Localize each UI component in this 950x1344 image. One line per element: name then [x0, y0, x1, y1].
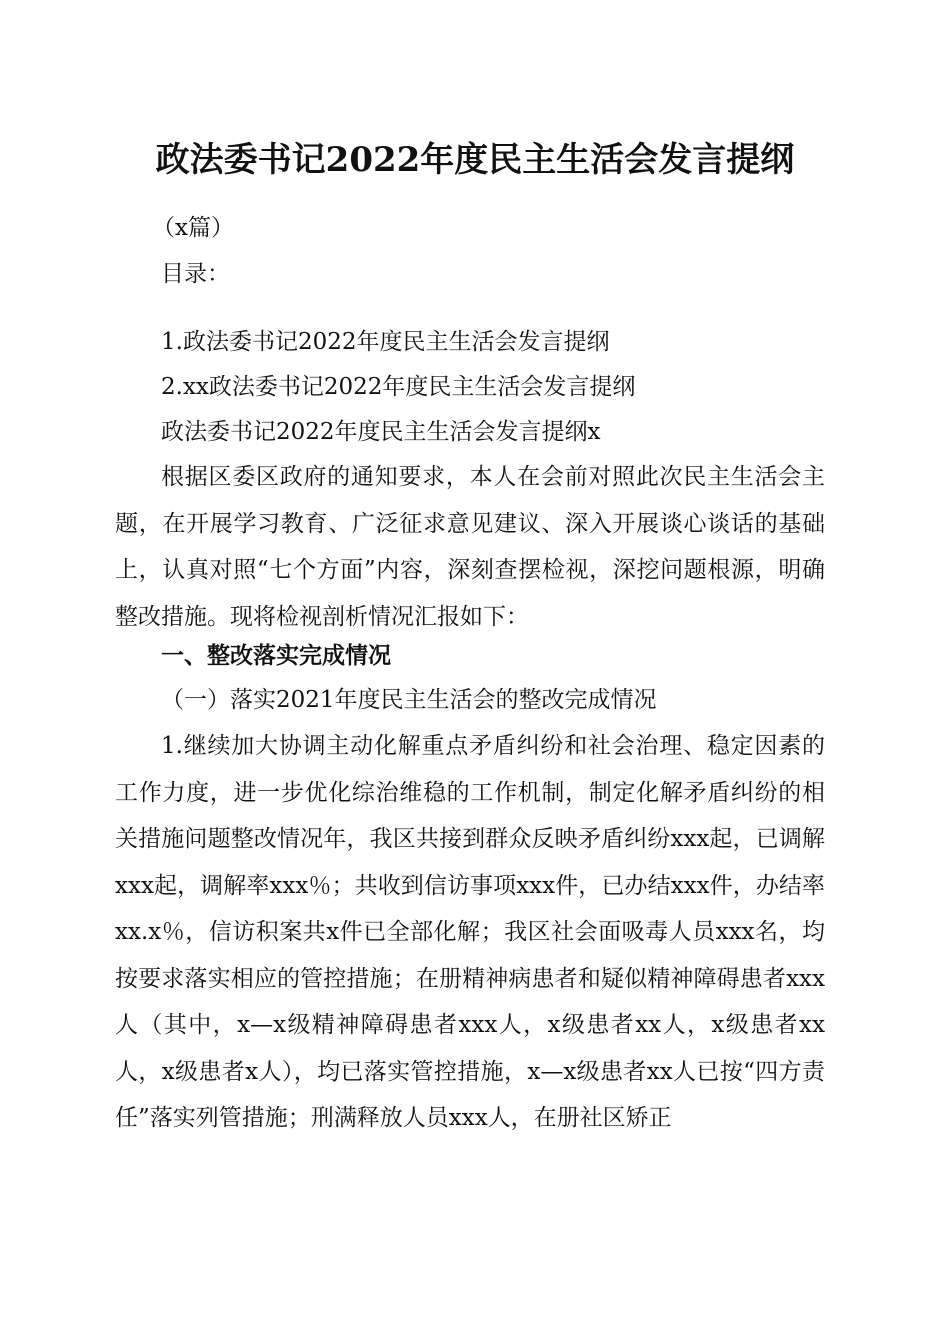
toc-label: 目录： [161, 261, 230, 287]
subsection-1-heading: （一）落实2021年度民主生活会的整改完成情况 [161, 687, 657, 713]
toc-item-1: 1.政法委书记2022年度民主生活会发言提纲 [161, 329, 610, 355]
intro-paragraph: 根据区委区政府的通知要求，本人在会前对照此次民主生活会主题，在开展学习教育、广泛征求意见建议、深入开展谈心谈话的基础上，认真对照“七个方面”内容，深刻查摆检视，深挖问题根源，明确整改措施。现将检视剖析情况汇报如下： [115, 464, 825, 630]
document-title: 政法委书记2022年度民主生活会发言提纲 [155, 140, 795, 180]
toc-item-2: 2.xx政法委书记2022年度民主生活会发言提纲 [161, 374, 636, 400]
article-heading: 政法委书记2022年度民主生活会发言提纲x [161, 419, 601, 445]
section-1-heading: 一、整改落实完成情况 [161, 643, 391, 669]
body-paragraph: 1.继续加大协调主动化解重点矛盾纠纷和社会治理、稳定因素的工作力度，进一步优化综治维稳的工作机制，制定化解矛盾纠纷的相关措施问题整改情况年，我区共接到群众反映矛盾纠纷xxx起，已调解xxx起，调解率xxx％；共收到信访事项xxx件，已办结xxx件，办结率xx.x％，信访积案共x件已全部化解；我区社会面吸毒人员xxx名，均按要求落实相应的管控措施；在册精神病患者和疑似精神障碍患者xxx人（其中，x—x级精神障碍患者xxx人，x级患者xx人，x级患者xx人，x级患者x人），均已落实管控措施，x—x级患者xx人已按“四方责任”落实列管措施；刑满释放人员xxx人，在册社区矫正 [115, 733, 825, 1131]
document-subtitle: （x篇） [152, 215, 234, 241]
